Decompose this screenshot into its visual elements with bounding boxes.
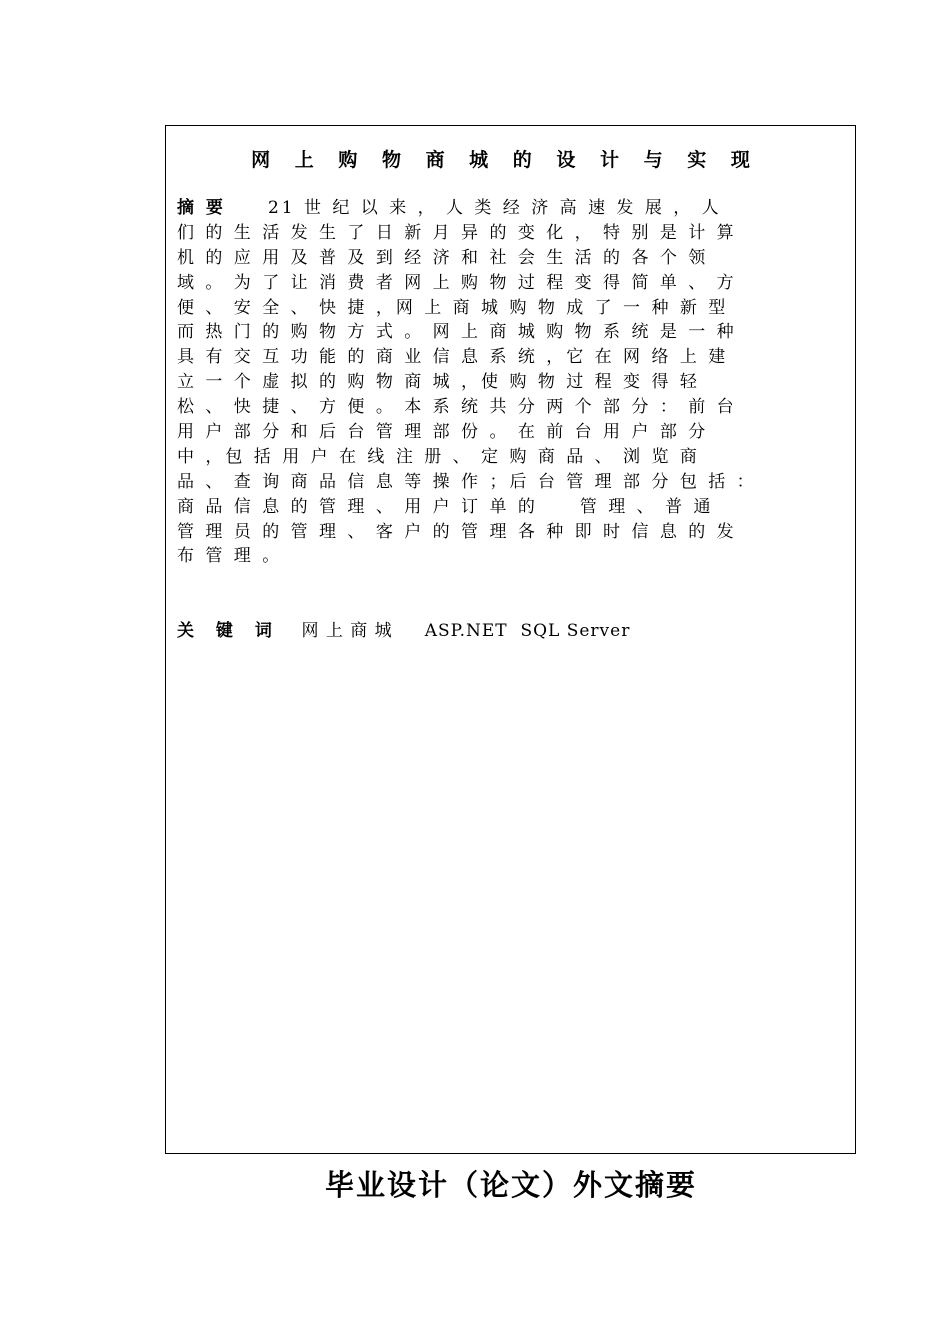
keywords-row — [177, 619, 630, 643]
thesis-title: 网 上 购 物 商 城 的 设 计 与 实 现 — [251, 149, 759, 171]
abstract-line: 便 、 安 全 、 快 捷 ，网 上 商 城 购 物 成 了 一 种 新 型 — [177, 297, 729, 318]
abstract-line: 中 ，包 括 用 户 在 线 注 册 、 定 购 商 品 、 浏 览 商 — [177, 446, 700, 467]
abstract-line — [177, 196, 847, 221]
keywords-label: 关 键 词 — [177, 621, 280, 641]
abstract-line: 而 热 门 的 购 物 方 式 。 网 上 商 城 购 物 系 统 是 一 种 — [177, 322, 737, 343]
abstract-line: 用 户 部 分 和 后 台 管 理 部 份 。 在 前 台 用 户 部 分 — [177, 422, 709, 443]
abstract-line: 松 、 快 捷 、 方 便 。 本 系 统 共 分 两 个 部 分 ： 前 台 — [177, 397, 737, 418]
abstract-line: 域 。 为 了 让 消 费 者 网 上 购 物 过 程 变 得 简 单 、 方 — [177, 272, 737, 293]
abstract-line: 管 理 员 的 管 理 、 客 户 的 管 理 各 种 即 时 信 息 的 发 — [177, 521, 737, 542]
abstract-line: 具 有 交 互 功 能 的 商 业 信 息 系 统 ，它 在 网 络 上 建 — [177, 347, 729, 368]
abstract-line: 机 的 应 用 及 普 及 到 经 济 和 社 会 生 活 的 各 个 领 — [177, 247, 709, 268]
abstract-body — [177, 196, 847, 569]
section-caption: 毕业设计（论文）外文摘要 — [324, 1168, 697, 1202]
keywords-value: 网 上 商 城 ASP.NET SQL Server — [301, 621, 631, 641]
abstract-line-text: 21 世 纪 以 来 ， 人 类 经 济 高 速 发 展 ， 人 — [225, 198, 722, 218]
abstract-line: 布 管 理 。 — [177, 546, 283, 567]
abstract-line: 立 一 个 虚 拟 的 购 物 商 城 ，使 购 物 过 程 变 得 轻 — [177, 372, 700, 393]
abstract-label: 摘 要 — [177, 198, 226, 218]
abstract-line: 们 的 生 活 发 生 了 日 新 月 异 的 变 化 ， 特 别 是 计 算 — [177, 222, 737, 243]
abstract-line: 品 、 查 询 商 品 信 息 等 操 作 ；后 台 管 理 部 分 包 括 ： — [177, 471, 757, 492]
abstract-line: 商 品 信 息 的 管 理 、 用 户 订 单 的 管 理 、 普 通 — [177, 496, 714, 517]
